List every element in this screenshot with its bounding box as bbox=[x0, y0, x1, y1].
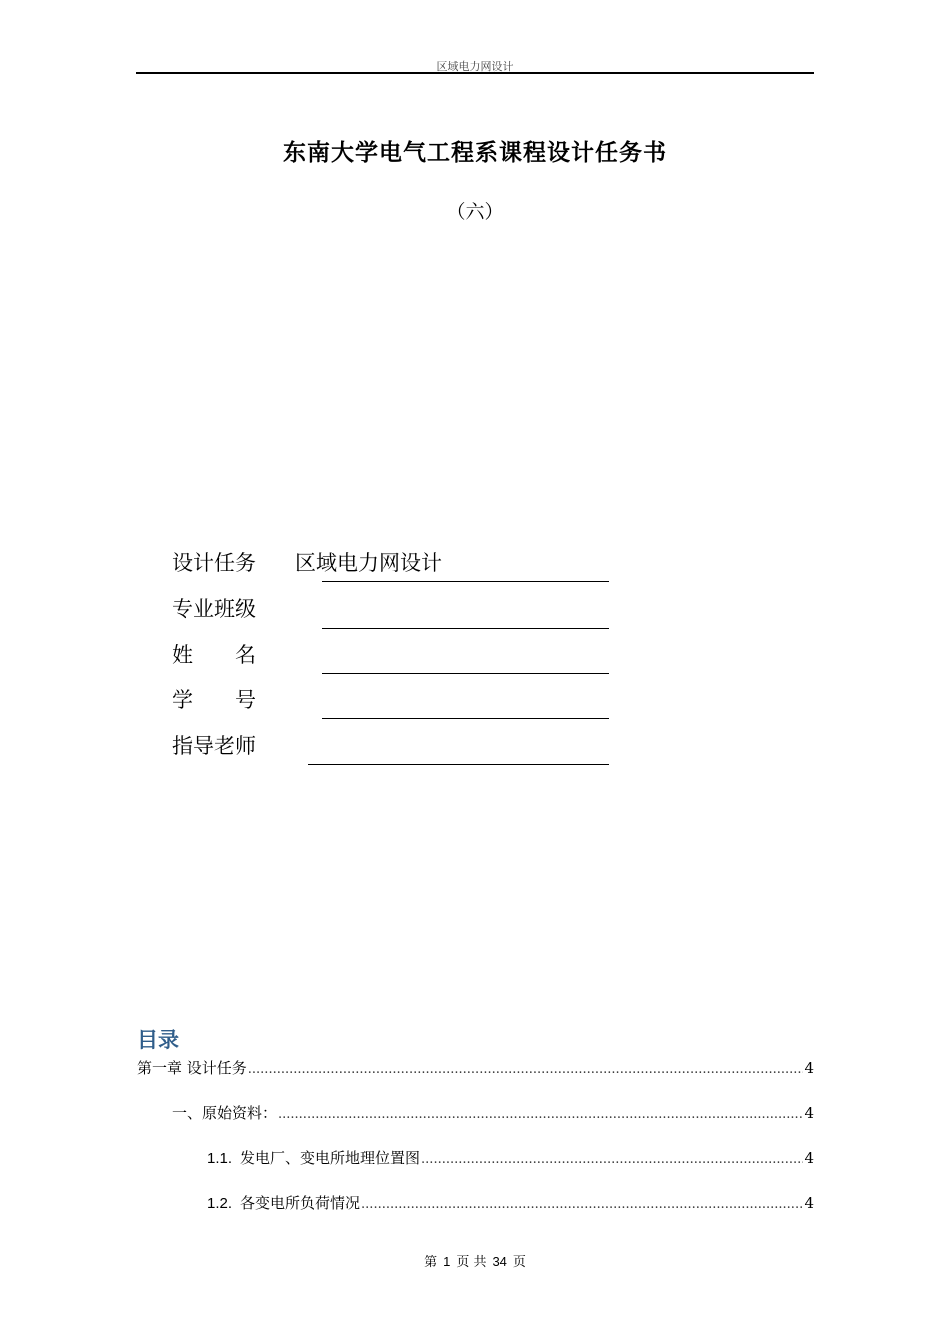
toc-entry-subsection-1-1[interactable] bbox=[207, 1147, 814, 1167]
footer-mid: 页 共 bbox=[456, 1255, 487, 1270]
field-underline-class bbox=[322, 628, 609, 629]
field-label-design-task: 设计任务 bbox=[172, 551, 256, 575]
footer-prefix: 第 bbox=[424, 1255, 438, 1270]
toc-entry-number: 1.1. bbox=[207, 1150, 233, 1167]
toc-entry-page: 4 bbox=[804, 1059, 814, 1077]
toc-entry-section-1[interactable] bbox=[172, 1102, 814, 1122]
toc-entry-text: 第一章 设计任务 bbox=[137, 1059, 247, 1077]
field-underline-design-task bbox=[322, 581, 609, 582]
toc-heading: 目录 bbox=[137, 1028, 179, 1052]
field-label-student-id: 学 号 bbox=[172, 688, 256, 712]
header-rule bbox=[136, 72, 814, 74]
running-header: 区域电力网设计 bbox=[436, 60, 514, 73]
field-underline-student-id bbox=[322, 718, 609, 719]
field-label-class: 专业班级 bbox=[172, 597, 256, 621]
footer-suffix: 页 bbox=[512, 1255, 526, 1270]
document-subtitle: （六） bbox=[446, 201, 504, 223]
toc-entry-subsection-1-2[interactable] bbox=[207, 1192, 814, 1212]
toc-entry-number: 1.2. bbox=[207, 1195, 233, 1212]
toc-entry-text: 发电厂、变电所地理位置图 bbox=[240, 1149, 421, 1167]
toc-entry-page: 4 bbox=[804, 1149, 814, 1167]
toc-entry-page: 4 bbox=[804, 1104, 814, 1122]
toc-leader-dots bbox=[248, 1062, 804, 1077]
toc-entry-text: 各变电所负荷情况 bbox=[240, 1194, 361, 1212]
footer-total-pages: 34 bbox=[492, 1254, 507, 1269]
field-underline-name bbox=[322, 673, 609, 674]
field-value-design-task: 区域电力网设计 bbox=[295, 551, 442, 575]
toc-entry-text: 一、原始资料： bbox=[172, 1104, 278, 1122]
toc-leader-dots bbox=[361, 1197, 803, 1212]
toc-leader-dots bbox=[421, 1152, 803, 1167]
toc-entry-page: 4 bbox=[804, 1194, 814, 1212]
toc-entry-chapter-1[interactable] bbox=[137, 1057, 814, 1077]
document-title: 东南大学电气工程系课程设计任务书 bbox=[283, 139, 667, 166]
page-footer bbox=[0, 1251, 950, 1270]
footer-page-number: 1 bbox=[443, 1254, 451, 1269]
field-label-advisor: 指导老师 bbox=[172, 734, 256, 758]
field-label-name: 姓 名 bbox=[172, 643, 256, 667]
toc-leader-dots bbox=[278, 1107, 803, 1122]
field-underline-advisor bbox=[308, 764, 609, 765]
